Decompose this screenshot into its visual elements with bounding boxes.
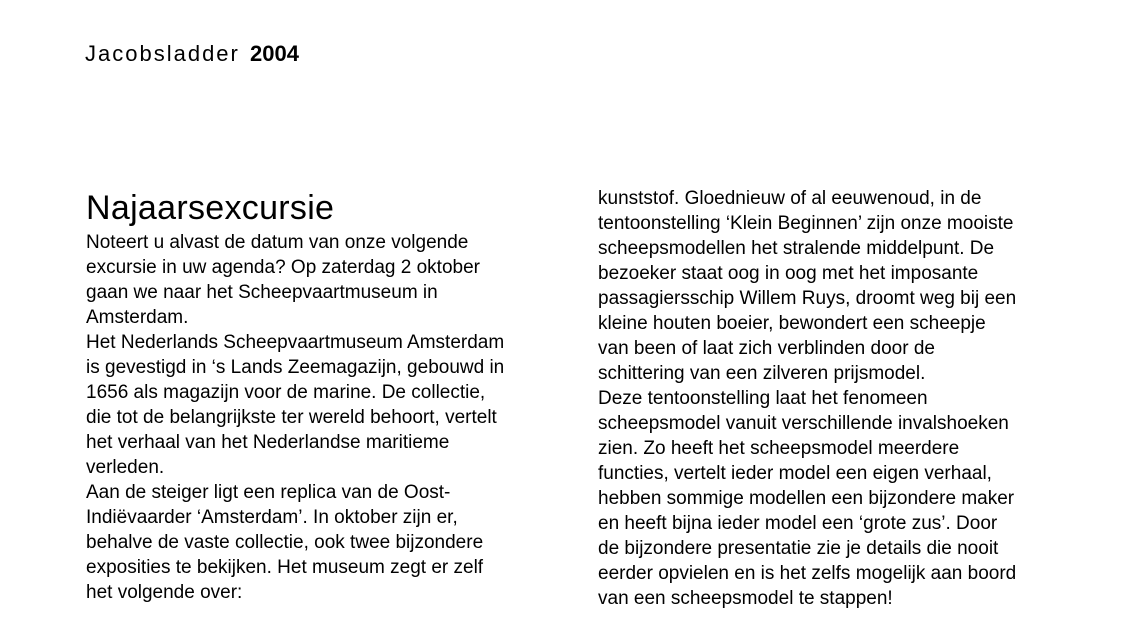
text-line: en heeft bijna ieder model een ‘grote zus’. Door	[598, 513, 998, 534]
text-line: verleden.	[86, 457, 165, 478]
text-line: gaan we naar het Scheepvaartmuseum in	[86, 282, 438, 303]
text-line: Indiëvaarder ‘Amsterdam’. In oktober zijn er,	[86, 507, 458, 528]
text-line: tentoonstelling ‘Klein Beginnen’ zijn onze mooiste	[598, 213, 1014, 234]
text-line: is gevestigd in ‘s Lands Zeemagazijn, gebouwd in	[86, 357, 505, 378]
text-line: Aan de steiger ligt een replica van de Oost-	[86, 482, 451, 503]
text-line: van been of laat zich verblinden door de	[598, 338, 935, 359]
text-line: het volgende over:	[86, 582, 243, 603]
publication-year: 2004	[250, 41, 299, 66]
text-line: de bijzondere presentatie zie je details die nooit	[598, 538, 999, 559]
text-line: Het Nederlands Scheepvaartmuseum Amsterdam	[86, 332, 505, 353]
text-line: van een scheepsmodel te stappen!	[598, 588, 893, 609]
article-body-left	[86, 230, 566, 605]
text-line: functies, vertelt ieder model een eigen verhaal,	[598, 463, 992, 484]
text-line: zien. Zo heeft het scheepsmodel meerdere	[598, 438, 960, 459]
article-body-right	[598, 186, 1078, 611]
text-line: het verhaal van het Nederlandse maritieme	[86, 432, 450, 453]
text-line: bezoeker staat oog in oog met het imposante	[598, 263, 979, 284]
text-line: schittering van een zilveren prijsmodel.	[598, 363, 926, 384]
text-line: Noteert u alvast de datum van onze volgende	[86, 232, 469, 253]
text-line: eerder opvielen en is het zelfs mogelijk aan boord	[598, 563, 1017, 584]
text-line: scheepsmodellen het stralende middelpunt. De	[598, 238, 995, 259]
text-line: excursie in uw agenda? Op zaterdag 2 oktober	[86, 257, 480, 278]
text-line: die tot de belangrijkste ter wereld behoort, vertelt	[86, 407, 497, 428]
text-line: 1656 als magazijn voor de marine. De collectie,	[86, 382, 486, 403]
text-line: behalve de vaste collectie, ook twee bijzondere	[86, 532, 484, 553]
text-line: kleine houten boeier, bewondert een scheepje	[598, 313, 986, 334]
article-column-left	[86, 186, 566, 605]
publication-name: Jacobsladder	[85, 41, 240, 66]
text-line: Amsterdam.	[86, 307, 189, 328]
text-line: kunststof. Gloednieuw of al eeuwenoud, in de	[598, 188, 982, 209]
article-title: Najaarsexcursie	[86, 189, 335, 227]
text-line: Deze tentoonstelling laat het fenomeen	[598, 388, 928, 409]
text-line: exposities te bekijken. Het museum zegt er zelf	[86, 557, 484, 578]
text-line: passagiersschip Willem Ruys, droomt weg bij een	[598, 288, 1017, 309]
article-column-right	[598, 186, 1078, 611]
text-line: hebben sommige modellen een bijzondere maker	[598, 488, 1015, 509]
text-line: scheepsmodel vanuit verschillende invalshoeken	[598, 413, 1009, 434]
page-header	[85, 40, 299, 68]
